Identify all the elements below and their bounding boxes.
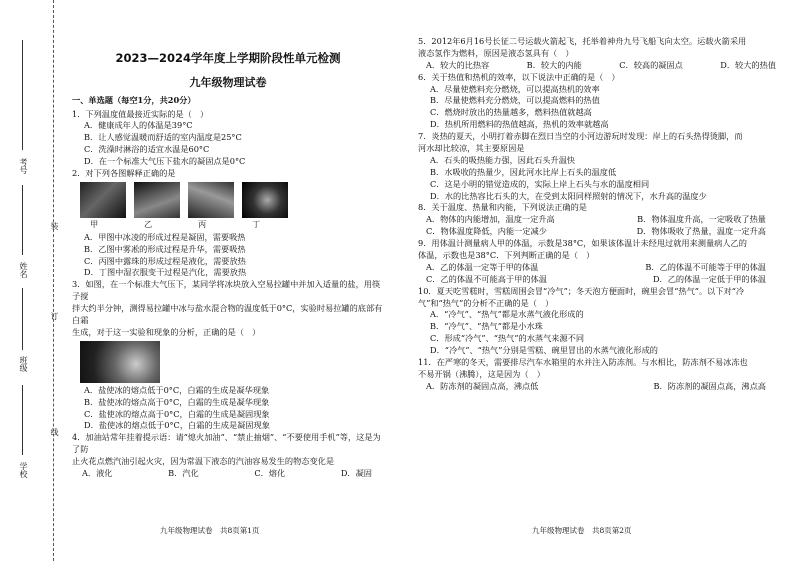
q11-stem-line-2: 不易开锅（沸腾），这是因为（ ） (418, 368, 545, 379)
right-column (418, 36, 786, 393)
q1-option-c: C．洗澡时淋浴的适宜水温是60°C (84, 144, 210, 155)
q2-option-b: B．乙图中雾凇的形成过程是升华，需要吸热 (84, 243, 246, 254)
q5-options (426, 60, 776, 72)
q10-option-a: A．“冷气”、“热气”都是水蒸气液化形成的 (430, 309, 584, 320)
q3-stem-line-3: 生成，对于这一实验和现象的分析，正确的是（ ） (72, 326, 261, 337)
q6-option-c: C．燃烧时放出的热量越多，燃料热值就越高 (430, 107, 592, 118)
q3-option-c: C．盐使冰的熔点高于0°C，白霜的生成是凝固现象 (84, 408, 270, 419)
q8-stem: 8．关于温度、热量和内能，下列说法正确的是 (418, 202, 587, 213)
left-page-footer: 九年级物理试卷 共8页第1页 (160, 526, 260, 535)
icicle-photo (80, 182, 126, 218)
q10-option-d: D．“冷气”、“热气”分别是雪糕、碗里冒出的水蒸气液化形成的 (430, 345, 658, 356)
q4-stem-line-2: 止火花点燃汽油引起火灾，因为常温下液态的汽油容易发生的物态变化是 (72, 456, 335, 467)
left-column (72, 38, 384, 480)
q2-option-c: C．丙图中露珠的形成过程是液化，需要放热 (84, 255, 246, 266)
exam-number-line (22, 40, 23, 150)
binding-dashed-line (53, 0, 54, 561)
q1-option-a: A．健康成年人的体温是39°C (84, 120, 193, 131)
q1-option-d: D．在一个标准大气压下盐水的凝固点是0°C (84, 156, 246, 167)
class-label: 班级 (19, 356, 28, 372)
q2-option-d: D．丁图中湿衣服变干过程是汽化，需要放热 (84, 267, 247, 278)
name-line (22, 185, 23, 255)
caption-jia: 甲 (90, 218, 99, 229)
class-line (22, 288, 23, 350)
q2-captions (90, 219, 384, 231)
q9-options-row-1 (426, 262, 766, 274)
exam-number-label: 考号 (19, 158, 28, 174)
right-page-footer: 九年级物理试卷 共8页第2页 (532, 526, 632, 535)
q2-option-a: A．甲图中冰凌的形成过程是凝固，需要吸热 (84, 231, 246, 242)
q8-option-c: C．物体温度降低，内能一定减少 (426, 226, 547, 237)
school-label: 学校 (19, 462, 28, 478)
q4-option-a: A．液化 (82, 467, 113, 478)
q6-option-a: A．尽量使燃料充分燃烧，可以提高热机的效率 (430, 83, 600, 94)
q9-option-a: A．乙的体温一定等于甲的体温 (426, 261, 539, 272)
q7-stem-line-1: 7．炎热的夏天，小明打着赤脚在烈日当空的小河边游玩时发现：岸上的石头热得烫脚，而 (418, 131, 743, 142)
exam-title: 2023—2024学年度上学期阶段性单元检测 (115, 51, 341, 65)
q3-option-b: B．盐使冰的熔点高于0°C，白霜的生成是凝华现象 (84, 396, 270, 407)
q3-stem-line-1: 3．如图，在一个标准大气压下，某同学将冰块放入空易拉罐中并加入适量的盐，用筷子搅 (72, 279, 381, 302)
school-line (22, 385, 23, 455)
q3-option-a: A．盐使冰的熔点低于0°C，白霜的生成是凝华现象 (84, 384, 270, 395)
q9-stem-line-2: 体温，示数也是38°C．下列判断正确的是（ ） (418, 250, 595, 261)
caption-ding: 丁 (252, 218, 261, 229)
q2-images (80, 182, 384, 218)
q9-option-d: D．乙的体温一定低于甲的体温 (652, 273, 766, 284)
caption-yi: 乙 (144, 218, 153, 229)
q9-option-c: C．乙的体温不可能高于甲的体温 (426, 273, 547, 284)
q10-stem-line-1: 10．夏天吃雪糕时，雪糕周围会冒“冷气”；冬天泡方便面时，碗里会冒“热气”。以下对“冷 (418, 285, 745, 296)
binding-margin (0, 0, 70, 561)
q11-option-b: B．防冻剂的凝固点高，沸点高 (653, 380, 766, 391)
q3-stem-line-2: 拌大约半分钟，测得易拉罐中冰与盐水混合物的温度低于0°C，实验时易拉罐的底部有白霜 (72, 303, 383, 325)
q8-options-row-1 (426, 214, 766, 226)
q8-option-a: A．物体的内能增加，温度一定升高 (426, 214, 555, 225)
q5-stem-line-1: 5．2012年6月16号长征二号运载火箭起飞，托举着神舟九号飞船飞向太空。运载火箭采用 (418, 36, 747, 46)
q6-option-d: D．热机所用燃料的热值越高，热机的效率就越高 (430, 119, 609, 130)
q5-option-a: A．较大的比热容 (426, 59, 490, 70)
q4-option-d: D．凝固 (340, 467, 372, 478)
q11-options-row-1 (426, 381, 766, 393)
q8-option-d: D．物体吸收了热量，温度一定升高 (636, 226, 766, 237)
q5-option-d: D．较大的热值 (720, 59, 776, 70)
q7-option-b: B．水吸收的热量少，因此河水比岸上石头的温度低 (430, 166, 617, 177)
q11-stem-line-1: 11．在严寒的冬天，需要排尽汽车水箱里的水并注入防冻剂。与水相比，防冻剂不易冰冻也 (418, 357, 748, 368)
q9-options-row-2 (426, 274, 766, 286)
caption-bing: 丙 (198, 218, 207, 229)
rime-photo (134, 182, 180, 218)
q10-option-c: C．形成“冷气”、“热气”的水蒸气来源不同 (430, 333, 585, 344)
q9-option-b: B．乙的体温不可能等于甲的体温 (645, 261, 766, 272)
can-photo (80, 341, 160, 383)
q7-stem-line-2: 河水却比较凉，其主要原因是 (418, 143, 525, 154)
name-label: 姓名 (19, 262, 28, 278)
q9-stem-line-1: 9．用体温计测量病人甲的体温，示数是38°C，如果该体温计未经甩过就用来测量病人乙的 (418, 238, 747, 249)
q5-stem-line-2: 液态氢作为燃料，原因是液态氢具有（ ） (418, 47, 574, 58)
q7-option-a: A．石头的吸热能力强，因此石头升温快 (430, 154, 576, 165)
q10-stem-line-2: 气”和“热气”的分析不正确的是（ ） (418, 297, 554, 308)
q1-stem: 1．下列温度值最接近实际的是（ ） (72, 108, 209, 119)
q7-option-c: C．这是小明的错觉造成的，实际上岸上石头与水的温度相同 (430, 178, 650, 189)
seal-char-ding: 订 (50, 312, 59, 320)
q8-options-row-2 (426, 226, 766, 238)
q2-stem: 2．对下列各图解释正确的是 (72, 167, 176, 178)
q4-option-c: C．熔化 (254, 467, 286, 478)
q6-stem: 6．关于热值和热机的效率，以下说法中正确的是（ ） (418, 71, 620, 82)
q5-option-b: B．较大的内能 (526, 59, 582, 70)
q5-option-c: C．较高的凝固点 (619, 59, 683, 70)
section-heading: 一、单选题（每空1分，共20分） (72, 94, 196, 105)
q4-option-b: B．汽化 (168, 467, 199, 478)
q8-option-b: B．物体温度升高，一定吸收了热量 (637, 214, 766, 225)
clothes-photo (242, 182, 288, 218)
exam-subtitle: 九年级物理试卷 (189, 75, 267, 89)
q7-option-d: D．水的比热容比石头的大，在受到太阳同样照射的情况下，水升高的温度少 (430, 190, 707, 201)
q4-stem-line-1: 4．加油站常年挂着提示语：请“熄火加油”、“禁止抽烟”、“不要使用手机”等，这是为了防 (72, 432, 381, 455)
q1-option-b: B．让人感觉温暖而舒适的室内温度是25°C (84, 132, 242, 143)
seal-char-xian: 线 (50, 428, 59, 436)
dew-photo (188, 182, 234, 218)
q6-option-b: B．尽量使燃料充分燃烧，可以提高燃料的热值 (430, 95, 600, 106)
q10-option-b: B．“冷气”、“热气”都是小水珠 (430, 321, 543, 332)
seal-char-zhuang: 装 (50, 222, 59, 230)
q11-option-a: A．防冻剂的凝固点高，沸点低 (426, 380, 539, 391)
q4-options (82, 468, 372, 480)
q3-option-d: D．盐使冰的熔点低于0°C，白霜的生成是凝固现象 (84, 420, 270, 431)
